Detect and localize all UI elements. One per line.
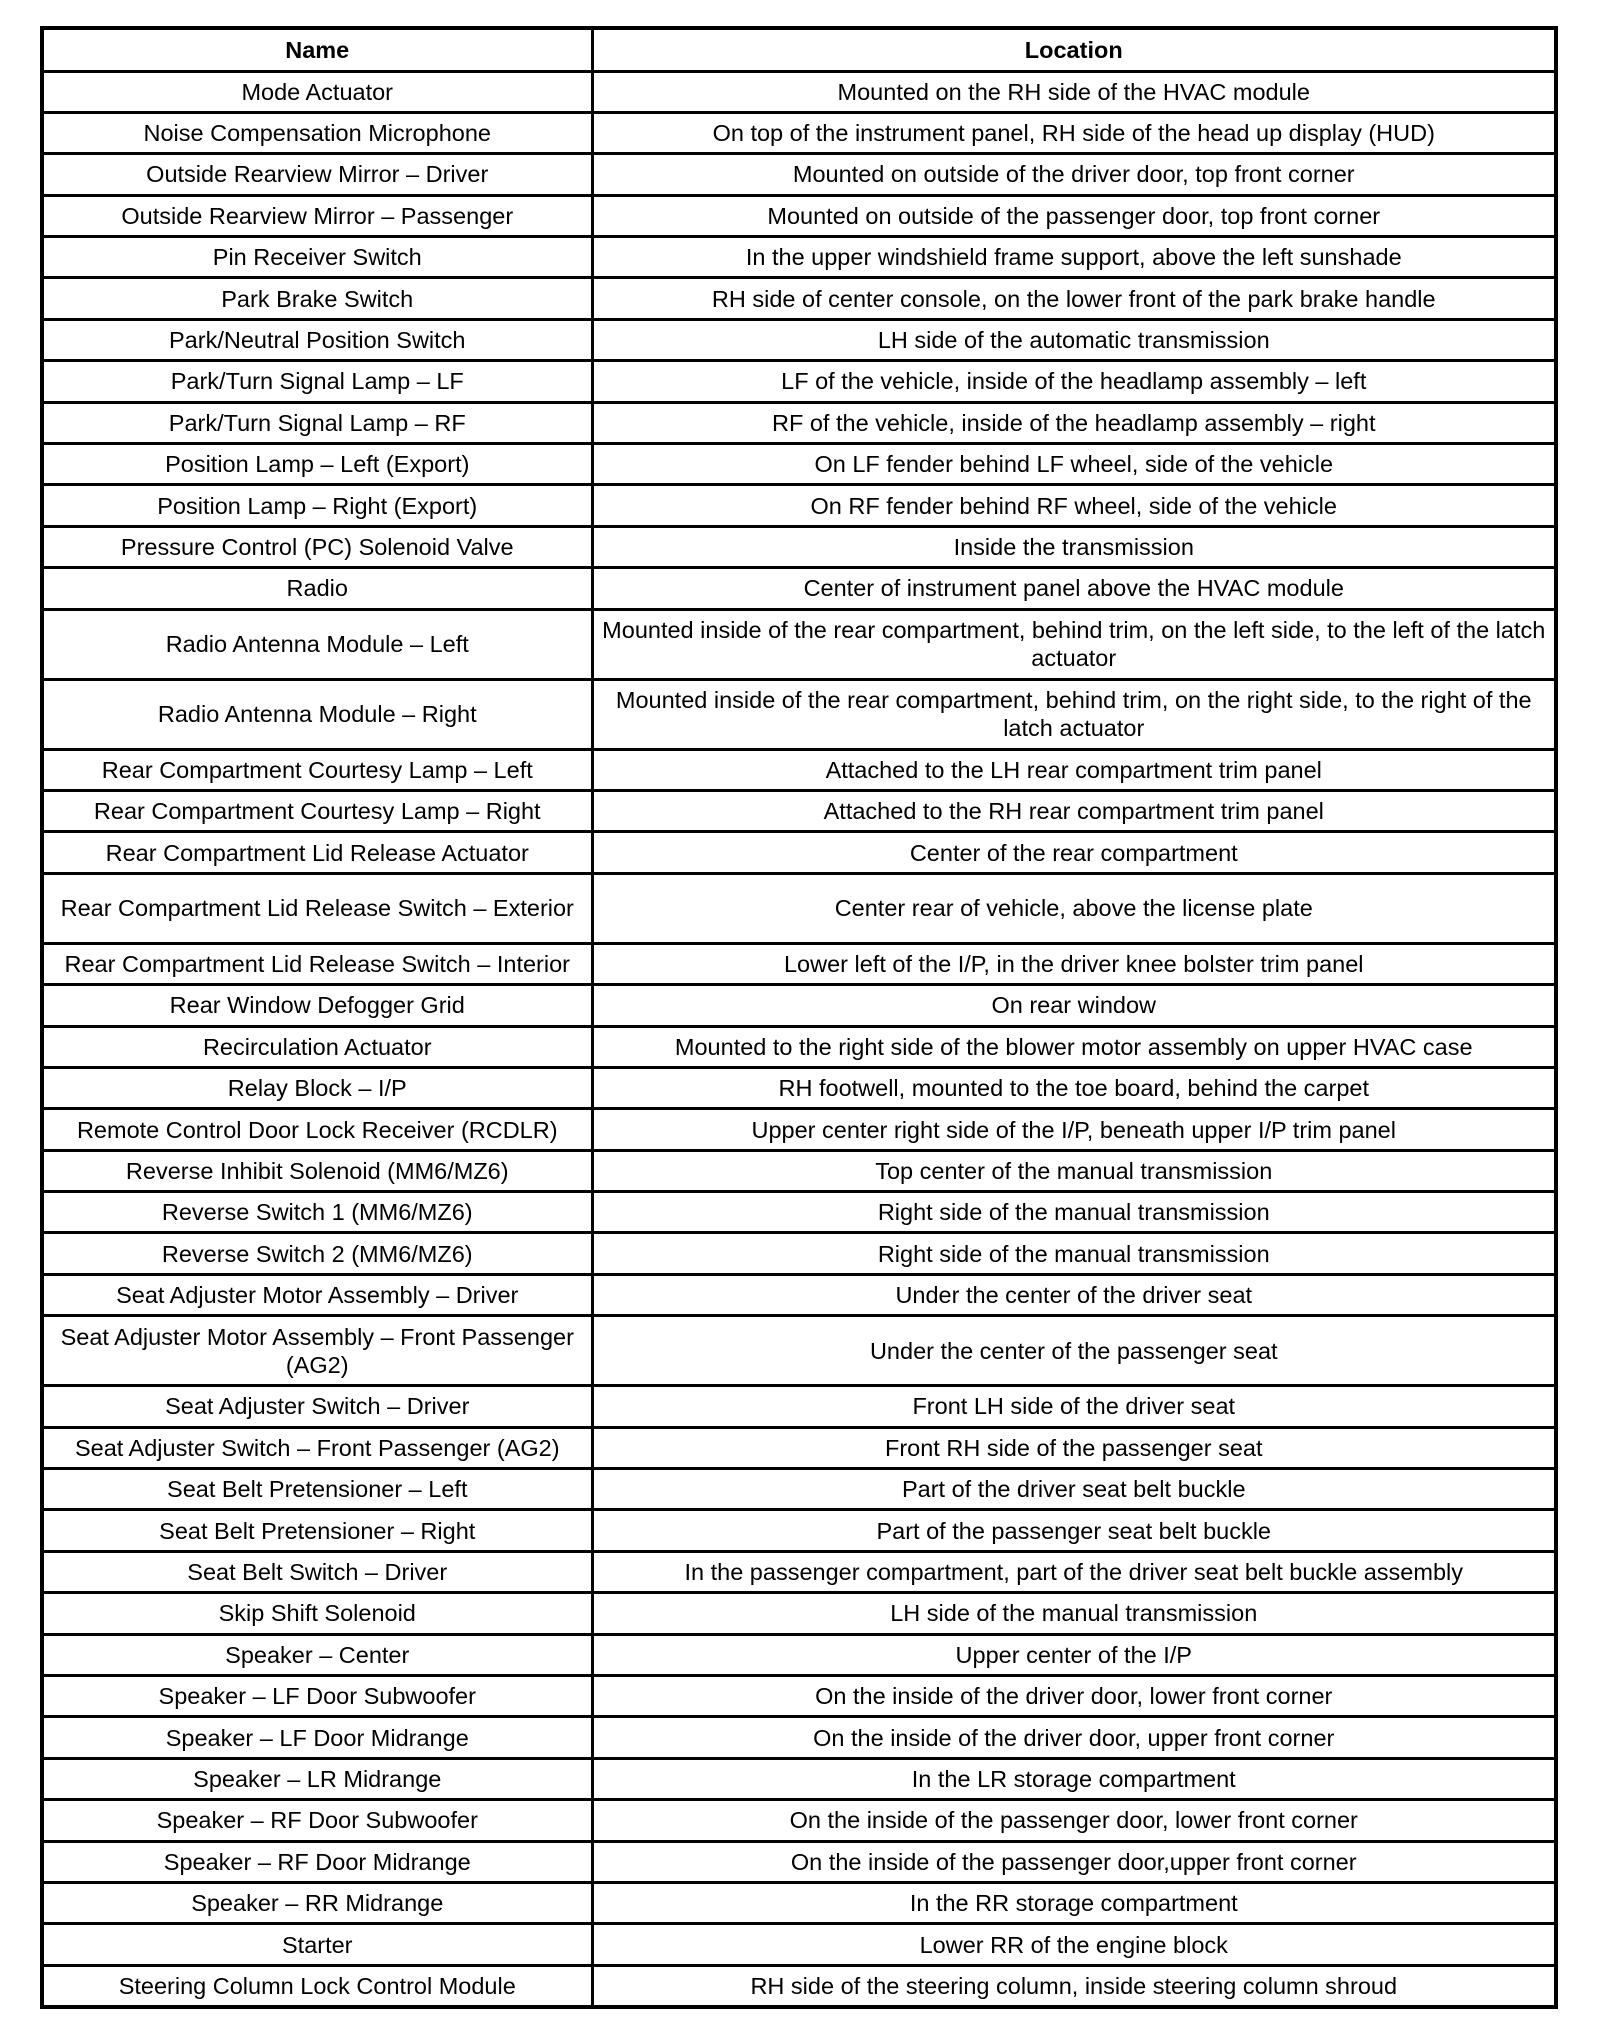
component-location-cell: Mounted inside of the rear compartment, behind trim, on the left side, to the left of the latch actuator <box>592 609 1556 679</box>
component-location-cell: Upper center of the I/P <box>592 1634 1556 1675</box>
table-row <box>42 402 1556 443</box>
component-location-cell: On the inside of the driver door, lower front corner <box>592 1676 1556 1717</box>
table-row <box>42 154 1556 195</box>
component-name-cell: Park/Neutral Position Switch <box>42 319 592 360</box>
component-location-cell: Mounted on outside of the passenger door, top front corner <box>592 195 1556 236</box>
component-name-cell: Starter <box>42 1924 592 1965</box>
component-location-cell: Right side of the manual transmission <box>592 1233 1556 1274</box>
component-name-cell: Park/Turn Signal Lamp – RF <box>42 402 592 443</box>
component-name-cell: Speaker – RF Door Subwoofer <box>42 1800 592 1841</box>
table-row <box>42 71 1556 112</box>
component-location-cell: RH side of center console, on the lower front of the park brake handle <box>592 278 1556 319</box>
component-name-cell: Seat Adjuster Switch – Front Passenger (AG2) <box>42 1427 592 1468</box>
component-name-cell: Remote Control Door Lock Receiver (RCDLR) <box>42 1109 592 1150</box>
component-name-cell: Rear Compartment Lid Release Switch – Exterior <box>42 873 592 943</box>
component-location-cell: Front RH side of the passenger seat <box>592 1427 1556 1468</box>
component-location-cell: Lower RR of the engine block <box>592 1924 1556 1965</box>
component-location-cell: Center of instrument panel above the HVAC module <box>592 568 1556 609</box>
component-location-cell: Center of the rear compartment <box>592 832 1556 873</box>
component-location-cell: Attached to the RH rear compartment trim panel <box>592 790 1556 831</box>
component-location-cell: Part of the passenger seat belt buckle <box>592 1510 1556 1551</box>
table-row <box>42 1274 1556 1315</box>
component-location-cell: Lower left of the I/P, in the driver knee bolster trim panel <box>592 943 1556 984</box>
table-row <box>42 1676 1556 1717</box>
component-name-cell: Speaker – LR Midrange <box>42 1758 592 1799</box>
component-name-cell: Park Brake Switch <box>42 278 592 319</box>
table-row <box>42 943 1556 984</box>
table-row <box>42 1758 1556 1799</box>
component-location-cell: Under the center of the driver seat <box>592 1274 1556 1315</box>
component-location-cell: Upper center right side of the I/P, beneath upper I/P trim panel <box>592 1109 1556 1150</box>
table-row <box>42 679 1556 749</box>
component-name-cell: Seat Adjuster Motor Assembly – Driver <box>42 1274 592 1315</box>
component-location-cell: Mounted on the RH side of the HVAC module <box>592 71 1556 112</box>
table-row <box>42 112 1556 153</box>
table-row <box>42 1965 1556 2006</box>
component-location-cell: Part of the driver seat belt buckle <box>592 1469 1556 1510</box>
component-name-cell: Speaker – LF Door Subwoofer <box>42 1676 592 1717</box>
component-name-cell: Seat Belt Switch – Driver <box>42 1551 592 1592</box>
component-name-cell: Seat Belt Pretensioner – Right <box>42 1510 592 1551</box>
table-row <box>42 1067 1556 1108</box>
component-name-cell: Reverse Switch 1 (MM6/MZ6) <box>42 1192 592 1233</box>
table-row <box>42 1882 1556 1923</box>
component-location-cell: RF of the vehicle, inside of the headlamp assembly – right <box>592 402 1556 443</box>
component-location-cell: On rear window <box>592 985 1556 1026</box>
table-row <box>42 873 1556 943</box>
component-name-cell: Rear Compartment Lid Release Switch – Interior <box>42 943 592 984</box>
component-name-cell: Seat Adjuster Switch – Driver <box>42 1386 592 1427</box>
table-row <box>42 485 1556 526</box>
table-header <box>42 28 1556 71</box>
table-row <box>42 1026 1556 1067</box>
component-name-cell: Rear Compartment Courtesy Lamp – Right <box>42 790 592 831</box>
component-name-cell: Mode Actuator <box>42 71 592 112</box>
component-name-cell: Radio Antenna Module – Right <box>42 679 592 749</box>
column-header-name: Name <box>42 28 592 71</box>
table-row <box>42 568 1556 609</box>
table-row <box>42 832 1556 873</box>
component-name-cell: Reverse Switch 2 (MM6/MZ6) <box>42 1233 592 1274</box>
component-name-cell: Outside Rearview Mirror – Passenger <box>42 195 592 236</box>
component-name-cell: Rear Compartment Lid Release Actuator <box>42 832 592 873</box>
component-location-cell: On the inside of the passenger door, lower front corner <box>592 1800 1556 1841</box>
table-row <box>42 1192 1556 1233</box>
table-row <box>42 444 1556 485</box>
component-location-cell: In the passenger compartment, part of the driver seat belt buckle assembly <box>592 1551 1556 1592</box>
component-name-cell: Reverse Inhibit Solenoid (MM6/MZ6) <box>42 1150 592 1191</box>
component-name-cell: Speaker – RR Midrange <box>42 1882 592 1923</box>
table-row <box>42 1593 1556 1634</box>
table-row <box>42 790 1556 831</box>
component-location-cell: LF of the vehicle, inside of the headlamp assembly – left <box>592 361 1556 402</box>
table-row <box>42 237 1556 278</box>
component-name-cell: Steering Column Lock Control Module <box>42 1965 592 2006</box>
component-name-cell: Relay Block – I/P <box>42 1067 592 1108</box>
component-name-cell: Skip Shift Solenoid <box>42 1593 592 1634</box>
table-row <box>42 1150 1556 1191</box>
component-name-cell: Speaker – RF Door Midrange <box>42 1841 592 1882</box>
component-location-cell: In the upper windshield frame support, above the left sunshade <box>592 237 1556 278</box>
table-row <box>42 1316 1556 1386</box>
component-name-cell: Noise Compensation Microphone <box>42 112 592 153</box>
table-row <box>42 1427 1556 1468</box>
column-header-location: Location <box>592 28 1556 71</box>
component-location-cell: On the inside of the driver door, upper front corner <box>592 1717 1556 1758</box>
component-name-cell: Pressure Control (PC) Solenoid Valve <box>42 526 592 567</box>
component-name-cell: Rear Window Defogger Grid <box>42 985 592 1026</box>
table-row <box>42 278 1556 319</box>
component-location-table <box>40 26 1558 2009</box>
table-body <box>42 71 1556 2007</box>
component-name-cell: Speaker – Center <box>42 1634 592 1675</box>
table-row <box>42 1510 1556 1551</box>
component-name-cell: Pin Receiver Switch <box>42 237 592 278</box>
table-row <box>42 1634 1556 1675</box>
component-location-cell: RH footwell, mounted to the toe board, behind the carpet <box>592 1067 1556 1108</box>
component-name-cell: Speaker – LF Door Midrange <box>42 1717 592 1758</box>
table-row <box>42 1924 1556 1965</box>
component-name-cell: Park/Turn Signal Lamp – LF <box>42 361 592 402</box>
table-row <box>42 1841 1556 1882</box>
component-name-cell: Position Lamp – Right (Export) <box>42 485 592 526</box>
table-row <box>42 609 1556 679</box>
table-row <box>42 195 1556 236</box>
component-location-cell: Mounted inside of the rear compartment, behind trim, on the right side, to the right of the latch actuator <box>592 679 1556 749</box>
table-row <box>42 1109 1556 1150</box>
component-location-cell: Center rear of vehicle, above the license plate <box>592 873 1556 943</box>
table-row <box>42 1469 1556 1510</box>
component-location-cell: Attached to the LH rear compartment trim panel <box>592 749 1556 790</box>
component-location-cell: On the inside of the passenger door,upper front corner <box>592 1841 1556 1882</box>
component-name-cell: Recirculation Actuator <box>42 1026 592 1067</box>
component-name-cell: Position Lamp – Left (Export) <box>42 444 592 485</box>
table-row <box>42 319 1556 360</box>
component-location-cell: Mounted on outside of the driver door, top front corner <box>592 154 1556 195</box>
component-name-cell: Seat Adjuster Motor Assembly – Front Passenger (AG2) <box>42 1316 592 1386</box>
component-location-cell: In the RR storage compartment <box>592 1882 1556 1923</box>
table-row <box>42 1551 1556 1592</box>
table-row <box>42 985 1556 1026</box>
component-name-cell: Outside Rearview Mirror – Driver <box>42 154 592 195</box>
component-location-cell: Mounted to the right side of the blower motor assembly on upper HVAC case <box>592 1026 1556 1067</box>
component-location-cell: Front LH side of the driver seat <box>592 1386 1556 1427</box>
table-row <box>42 361 1556 402</box>
table-row <box>42 1800 1556 1841</box>
component-location-cell: Under the center of the passenger seat <box>592 1316 1556 1386</box>
header-row <box>42 28 1556 71</box>
table-row <box>42 1717 1556 1758</box>
table-row <box>42 749 1556 790</box>
table-row <box>42 526 1556 567</box>
component-location-sheet <box>40 26 1554 2009</box>
component-location-cell: On RF fender behind RF wheel, side of the vehicle <box>592 485 1556 526</box>
component-name-cell: Rear Compartment Courtesy Lamp – Left <box>42 749 592 790</box>
component-name-cell: Seat Belt Pretensioner – Left <box>42 1469 592 1510</box>
component-location-cell: On top of the instrument panel, RH side of the head up display (HUD) <box>592 112 1556 153</box>
component-location-cell: On LF fender behind LF wheel, side of the vehicle <box>592 444 1556 485</box>
table-row <box>42 1386 1556 1427</box>
component-location-cell: LH side of the automatic transmission <box>592 319 1556 360</box>
component-location-cell: Top center of the manual transmission <box>592 1150 1556 1191</box>
component-name-cell: Radio <box>42 568 592 609</box>
component-location-cell: Inside the transmission <box>592 526 1556 567</box>
component-location-cell: Right side of the manual transmission <box>592 1192 1556 1233</box>
component-location-cell: RH side of the steering column, inside steering column shroud <box>592 1965 1556 2006</box>
table-row <box>42 1233 1556 1274</box>
component-location-cell: In the LR storage compartment <box>592 1758 1556 1799</box>
component-location-cell: LH side of the manual transmission <box>592 1593 1556 1634</box>
component-name-cell: Radio Antenna Module – Left <box>42 609 592 679</box>
